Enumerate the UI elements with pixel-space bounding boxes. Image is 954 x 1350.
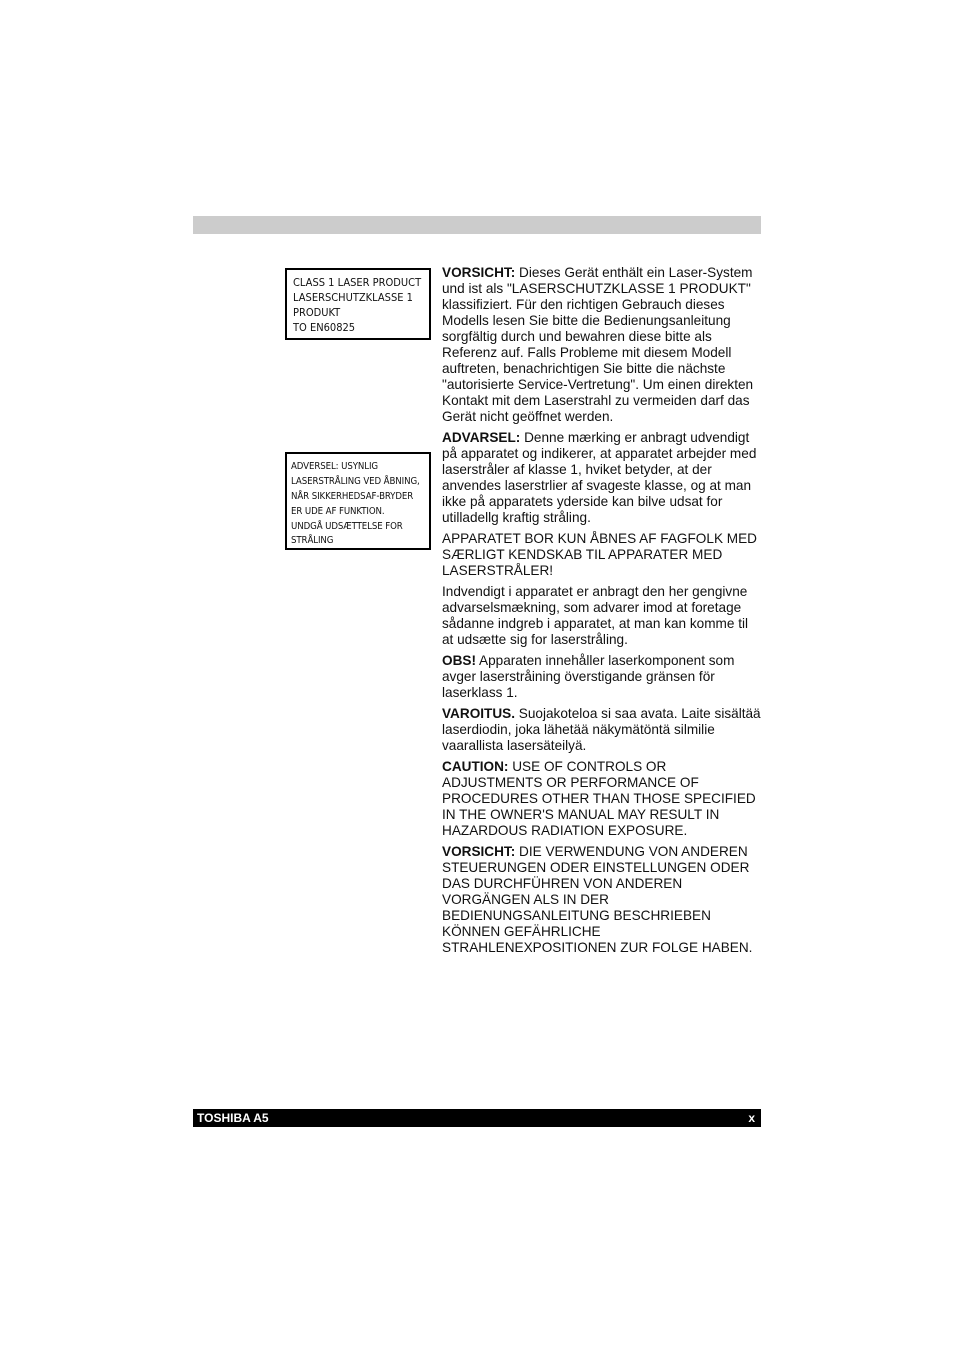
paragraph-body: Suojakoteloa si saa avata. Laite sisältää laserdiodin, joka lähetää näkymätöntä silmilie vaarallista lasersäteilyä. [442, 706, 761, 753]
paragraph-caution-en [442, 759, 761, 839]
paragraph-lead: VAROITUS. [442, 706, 516, 721]
page-number: x [748, 1111, 755, 1125]
footer-title: TOSHIBA A5 [197, 1111, 269, 1125]
label-line: STRÅLING [291, 535, 334, 547]
safety-text-column [442, 265, 761, 961]
paragraph-advarsel-dk [442, 430, 761, 526]
paragraph-lead: VORSICHT: [442, 265, 516, 280]
paragraph-lead: OBS! [442, 653, 476, 668]
label-line: ER UDE AF FUNKTION. [291, 505, 385, 517]
paragraph-indvendigt-dk [442, 584, 761, 648]
paragraph-lead: ADVARSEL: [442, 430, 521, 445]
paragraph-body: APPARATET BOR KUN ÅBNES AF FAGFOLK MED SÆRLIGT KENDSKAB TIL APPARATER MED LASERSTRÅLER! [442, 531, 757, 578]
label-line: NÅR SIKKERHEDSAF-BRYDER [291, 490, 414, 502]
paragraph-body: USE OF CONTROLS OR ADJUSTMENTS OR PERFORMANCE OF PROCEDURES OTHER THAN THOSE SPECIFIED IN THE OWNER'S MANUAL MAY RESULT IN HAZARDOUS RADIATION EXPOSURE. [442, 759, 756, 838]
paragraph-varoitus-fi [442, 706, 761, 754]
label-line: CLASS 1 LASER PRODUCT [293, 276, 422, 289]
label-line: TO EN60825 [293, 321, 356, 334]
paragraph-body: Apparaten innehåller laserkomponent som avger laserstråining överstigande gränsen för laserklass 1. [442, 653, 735, 700]
paragraph-body: Dieses Gerät enthält ein Laser-System und ist als "LASERSCHUTZKLASSE 1 PRODUKT" klassifiziert. Für den richtigen Gebrauch dieses Modells lesen Sie bitte die Bedienungsanleitung sorgfältig durch und bewahren diese bitte als Referenz auf. Falls Probleme mit diesem Modell auftreten, benachrichtigen Sie bitte die nächste "autorisierte Service-Vertretung". Um einen direkten Kontakt mit dem Laserstrahl zu vermeiden darf das Gerät nicht geöffnet werden. [442, 265, 754, 424]
paragraph-apparatet-dk [442, 531, 761, 579]
paragraph-vorsicht-de [442, 265, 761, 425]
paragraph-lead: CAUTION: [442, 759, 509, 774]
paragraph-body: DIE VERWENDUNG VON ANDEREN STEUERUNGEN ODER EINSTELLUNGEN ODER DAS DURCHFÜHREN VON ANDEREN VORGÄNGEN ALS IN DER BEDIENUNGSANLEITUNG BESCHRIEBEN KÖNNEN GEFÄHRLICHE STRAHLENEXPOSITIONEN ZUR FOLGE HABEN. [442, 844, 753, 955]
paragraph-body: Denne mærking er anbragt udvendigt på apparatet og indikerer, at apparatet arbejder med laserstråler af klasse 1, hviket betyder, at der anvendes laserstrlier af svageste klasse, og at man ikke på apparatets yderside kan bilve udsat for utilladellg kraftig stråling. [442, 430, 757, 525]
paragraph-lead: VORSICHT: [442, 844, 516, 859]
page-footer [193, 1109, 761, 1127]
header-bar [193, 216, 761, 234]
label-line: ADVERSEL: USYNLIG [291, 461, 378, 472]
label-line: LASERSTRÅLING VED ÅBNING, [291, 475, 420, 487]
paragraph-body: Indvendigt i apparatet er anbragt den her gengivne advarselsmækning, som advarer imod at foretage sådanne indgreb i apparatet, at man kan komme til at udsætte sig for laserstråling. [442, 584, 749, 647]
laser-warning-label [285, 452, 431, 550]
label-line: PRODUKT [293, 306, 341, 319]
label-line: UNDGÅ UDSÆTTELSE FOR [291, 520, 403, 532]
label-line: LASERSCHUTZKLASSE 1 [293, 291, 413, 304]
paragraph-vorsicht-de-caps [442, 844, 761, 956]
paragraph-obs-se [442, 653, 761, 701]
laser-class-label [285, 268, 431, 340]
